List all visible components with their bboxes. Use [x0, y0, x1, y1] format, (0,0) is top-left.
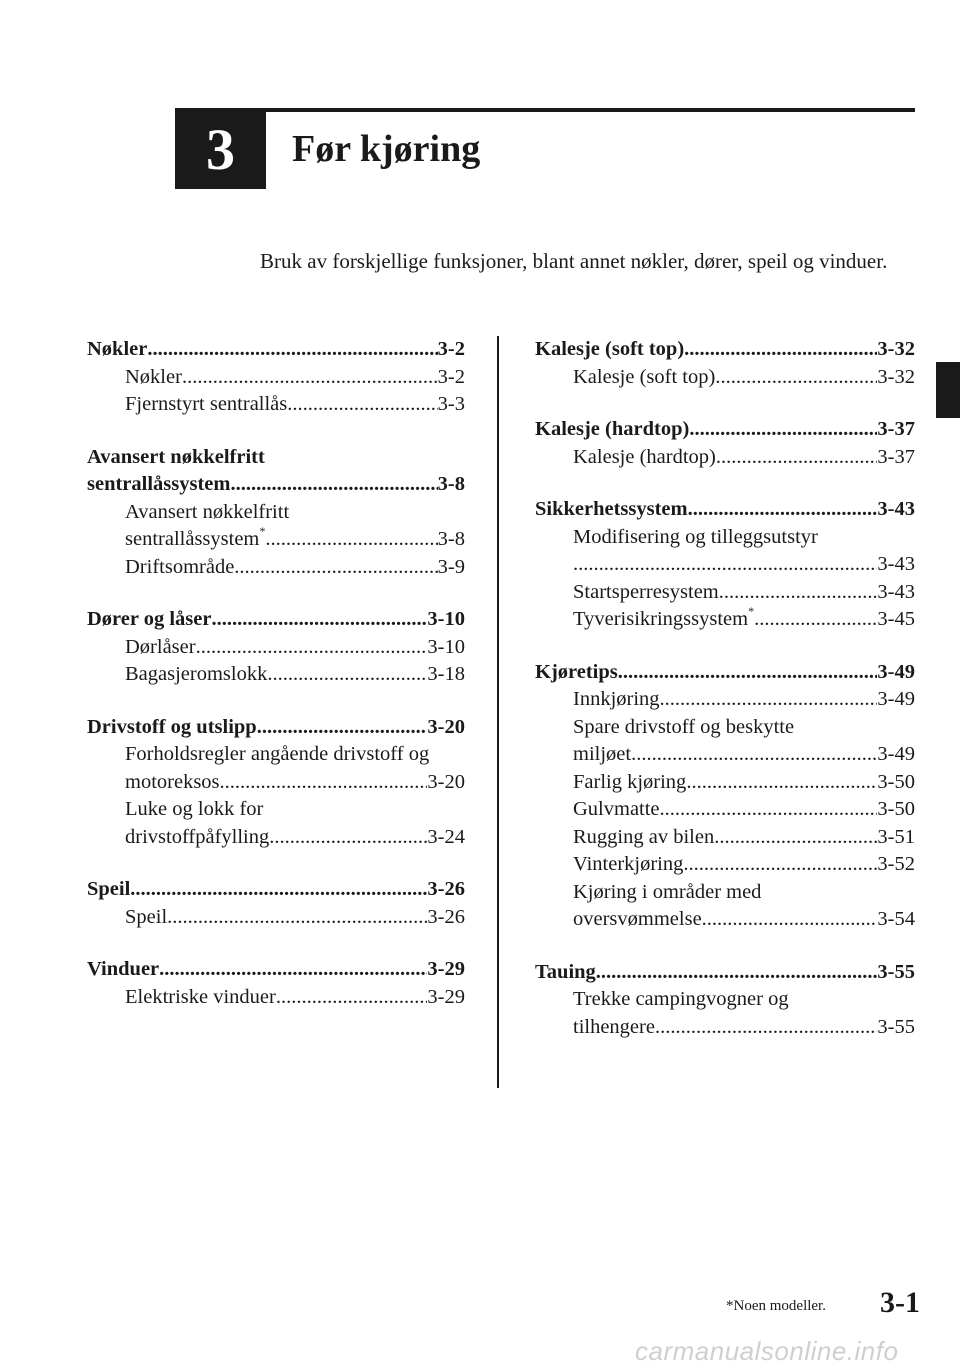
dot-leader [719, 579, 878, 607]
toc-section-heading[interactable] [87, 606, 465, 634]
toc-section [535, 496, 915, 634]
toc-entry-title: drivstoffpåfylling [125, 825, 270, 848]
toc-entry-title: Driftsområde [125, 555, 235, 578]
toc-item[interactable] [535, 851, 915, 879]
toc-section [535, 336, 915, 391]
dot-leader [716, 444, 878, 472]
toc-entry-title: Dørlåser [125, 635, 196, 658]
dot-leader [688, 496, 878, 524]
dot-leader [220, 769, 428, 797]
toc-page-number: 3-50 [877, 770, 915, 793]
dot-leader [660, 796, 878, 824]
toc-section-heading[interactable] [87, 714, 465, 742]
toc-entry-title: miljøet [573, 743, 632, 765]
toc-page-number: 3-52 [877, 853, 915, 875]
dot-leader [683, 851, 877, 879]
toc-page-number: 3-2 [437, 338, 465, 360]
toc-page-number: 3-49 [877, 688, 915, 710]
dot-leader [715, 364, 877, 392]
toc-entry-title: Vinduer [87, 958, 160, 980]
dot-leader [596, 959, 878, 987]
toc-entry-title: Modifisering og tilleggsutstyr [573, 525, 818, 548]
toc-section [87, 336, 465, 419]
toc-entry-title: Farlig kjøring [573, 770, 687, 793]
toc-entry-title: Elektriske vinduer [125, 985, 276, 1008]
toc-entry-title: Kalesje (soft top) [535, 338, 685, 360]
toc-page-number: 3-8 [437, 528, 465, 550]
toc-page-number: 3-8 [437, 473, 465, 495]
toc-item-line [535, 714, 915, 742]
toc-page-number: 3-49 [877, 660, 915, 683]
toc-section-heading[interactable] [535, 659, 915, 687]
toc-section-heading[interactable] [87, 876, 465, 904]
dot-leader [754, 606, 877, 634]
toc-item[interactable] [87, 391, 465, 419]
toc-entry-title: Rugging av bilen [573, 825, 715, 848]
chapter-title: Før kjøring [292, 128, 481, 170]
toc-section-heading[interactable] [87, 336, 465, 364]
dot-leader [159, 956, 427, 984]
toc-section-heading[interactable] [535, 496, 915, 524]
toc-item[interactable] [87, 904, 465, 932]
toc-item-line [87, 796, 465, 824]
chapter-number-badge: 3 [175, 110, 266, 189]
dot-leader [573, 551, 877, 579]
toc-item[interactable] [87, 526, 465, 554]
chapter-side-tab [936, 362, 960, 418]
toc-entry-title: Trekke campingvogner og [573, 988, 789, 1010]
toc-item[interactable] [535, 824, 915, 852]
dot-leader [655, 1014, 877, 1042]
toc-page-number: 3-2 [437, 365, 465, 388]
toc-page-number: 3-55 [877, 960, 915, 983]
toc-entry-title: Bagasjeromslokk [125, 663, 268, 685]
toc-entry-title: Kjøretips [535, 660, 618, 683]
toc-item[interactable] [535, 551, 915, 579]
toc-entry-title: Tyverisikringssystem [573, 608, 749, 630]
dot-leader [276, 984, 428, 1012]
dot-leader [230, 471, 437, 499]
toc-entry-title: Avansert nøkkelfritt [125, 500, 290, 523]
toc-item[interactable] [87, 769, 465, 797]
chapter-intro: Bruk av forskjellige funksjoner, blant annet nøkler, dører, speil og vinduer. [260, 249, 888, 273]
toc-item[interactable] [87, 364, 465, 392]
toc-item[interactable] [535, 1014, 915, 1042]
toc-entry-title: Fjernstyrt sentrallås [125, 393, 288, 415]
toc-entry-title: sentrallåssystem [87, 473, 231, 495]
toc-item[interactable] [535, 796, 915, 824]
toc-entry-title: Startsperresystem [573, 580, 719, 603]
dot-leader [167, 904, 427, 932]
toc-section-title-line [87, 444, 465, 472]
toc-section-heading[interactable] [87, 471, 465, 499]
chapter-top-rule [175, 108, 915, 112]
toc-page-number: 3-43 [877, 498, 915, 520]
dot-leader [257, 714, 428, 742]
toc-page-number: 3-24 [427, 825, 465, 848]
toc-entry-title: Sikkerhetssystem [535, 498, 688, 520]
toc-entry-title: Speil [87, 878, 131, 900]
column-divider [497, 336, 499, 1088]
toc-page-number: 3-20 [427, 770, 465, 793]
toc-page-number: 3-37 [877, 418, 915, 440]
toc-entry-title: Kjøring i områder med [573, 880, 762, 903]
toc-page-number: 3-32 [877, 338, 915, 360]
dot-leader [267, 661, 427, 689]
toc-entry-title: Kalesje (hardtop) [535, 418, 690, 440]
toc-section [87, 956, 465, 1011]
toc-section-heading[interactable] [87, 956, 465, 984]
toc-page-number: 3-43 [877, 580, 915, 603]
toc-page-number: 3-54 [877, 908, 915, 930]
toc-right-column [535, 336, 915, 1066]
dot-leader [631, 741, 877, 769]
toc-entry-title: Kalesje (soft top) [573, 365, 716, 388]
toc-page-number: 3-43 [877, 553, 915, 575]
toc-item[interactable] [535, 686, 915, 714]
toc-item[interactable] [535, 769, 915, 797]
toc-item[interactable] [535, 606, 915, 634]
toc-entry-title: Drivstoff og utslipp [87, 715, 257, 738]
toc-item-line [535, 879, 915, 907]
dot-leader [211, 606, 427, 634]
toc-page-number: 3-26 [427, 878, 465, 900]
toc-section [535, 959, 915, 1042]
dot-leader [714, 824, 877, 852]
dot-leader [234, 554, 437, 582]
toc-entry-title: Forholdsregler angående drivstoff og [125, 743, 430, 765]
dot-leader [130, 876, 427, 904]
toc-entry-title: Tauing [535, 960, 596, 983]
toc-page-number: 3-45 [877, 608, 915, 630]
toc-item[interactable] [87, 554, 465, 582]
toc-entry-title: Innkjøring [573, 688, 660, 710]
dot-leader [269, 824, 427, 852]
toc-section [87, 606, 465, 689]
toc-page-number: 3-49 [877, 743, 915, 765]
toc-item[interactable] [535, 444, 915, 472]
toc-entry-title: Avansert nøkkelfritt [87, 445, 265, 468]
toc-entry-title: Luke og lokk for [125, 798, 264, 820]
page-number: 3-1 [880, 1286, 920, 1319]
toc-item[interactable] [87, 661, 465, 689]
toc-entry-title: Vinterkjøring [573, 853, 684, 875]
toc-item[interactable] [87, 824, 465, 852]
toc-item[interactable] [535, 906, 915, 934]
asterisk-marker: * [748, 606, 755, 618]
dot-leader [689, 416, 877, 444]
toc-section [87, 876, 465, 931]
dot-leader [287, 391, 437, 419]
toc-page-number: 3-18 [427, 663, 465, 685]
toc-item[interactable] [535, 364, 915, 392]
toc-entry-title: Speil [125, 905, 168, 928]
toc-section [535, 659, 915, 934]
toc-page-number: 3-51 [877, 825, 915, 848]
dot-leader [182, 364, 438, 392]
toc-item[interactable] [535, 579, 915, 607]
dot-leader [686, 769, 877, 797]
toc-section-heading[interactable] [535, 416, 915, 444]
dot-leader [618, 659, 878, 687]
dot-leader [196, 634, 428, 662]
toc-item-line [87, 499, 465, 527]
toc-page-number: 3-10 [427, 608, 465, 630]
dot-leader [702, 906, 878, 934]
dot-leader [265, 526, 437, 554]
toc-page-number: 3-10 [427, 635, 465, 658]
toc-entry-title: oversvømmelse [573, 908, 702, 930]
toc-section [87, 714, 465, 852]
dot-leader [684, 336, 877, 364]
toc-entry-title: tilhengere [573, 1015, 655, 1038]
toc-item-line [535, 986, 915, 1014]
toc-entry-title: Dører og låser [87, 608, 212, 630]
toc-item-line [87, 741, 465, 769]
watermark: carmanualsonline.info [635, 1336, 899, 1366]
toc-page-number: 3-50 [877, 798, 915, 820]
toc-item[interactable] [87, 984, 465, 1012]
toc-page-number: 3-37 [877, 445, 915, 468]
toc-page-number: 3-3 [437, 393, 465, 415]
toc-entry-title: Nøkler [87, 338, 148, 360]
toc-entry-title: Nøkler [125, 365, 182, 388]
toc-item[interactable] [535, 741, 915, 769]
toc-entry-title: Kalesje (hardtop) [573, 445, 716, 468]
toc-page-number: 3-29 [427, 985, 465, 1008]
toc-section [87, 444, 465, 582]
toc-entry-title: Gulvmatte [573, 798, 660, 820]
toc-page-number: 3-26 [427, 905, 465, 928]
toc-left-column [87, 336, 465, 1036]
toc-page-number: 3-9 [437, 555, 465, 578]
dot-leader [660, 686, 878, 714]
toc-entry-title: Spare drivstoff og beskytte [573, 715, 795, 738]
toc-entry-title: motoreksos [125, 770, 220, 793]
toc-section-heading[interactable] [535, 336, 915, 364]
toc-section-heading[interactable] [535, 959, 915, 987]
toc-entry-title: sentrallåssystem [125, 528, 260, 550]
toc-section [535, 416, 915, 471]
dot-leader [147, 336, 437, 364]
asterisk-marker: * [259, 526, 266, 538]
toc-page-number: 3-29 [427, 958, 465, 980]
toc-page-number: 3-32 [877, 365, 915, 388]
toc-item-line [535, 524, 915, 552]
toc-page-number: 3-55 [877, 1015, 915, 1038]
footnote: *Noen modeller. [726, 1298, 826, 1314]
toc-item[interactable] [87, 634, 465, 662]
toc-page-number: 3-20 [427, 715, 465, 738]
